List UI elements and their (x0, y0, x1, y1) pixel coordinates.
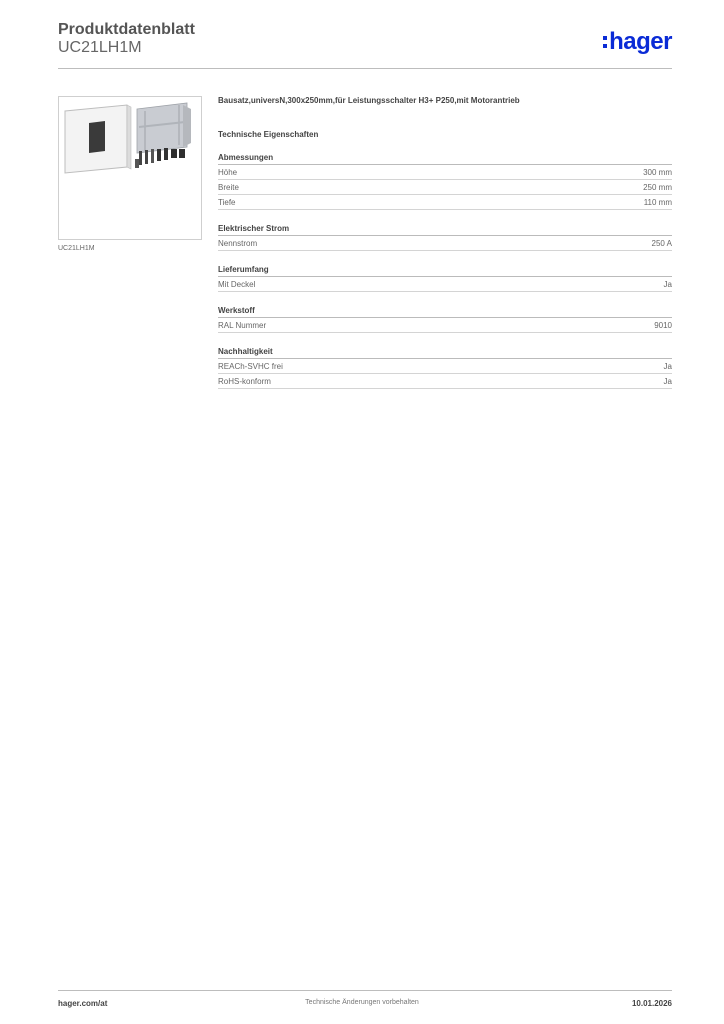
property-row (218, 180, 672, 195)
section-title: Nachhaltigkeit (218, 347, 672, 359)
property-value: Ja (663, 376, 672, 386)
section-electrical (218, 224, 672, 251)
property-row (218, 318, 672, 333)
footer-date: 10.01.2026 (631, 999, 672, 1008)
property-row (218, 236, 672, 251)
logo-text: hager (609, 28, 672, 55)
property-value: 250 A (651, 238, 672, 248)
footer-notice: Technische Änderungen vorbehalten (305, 999, 419, 1006)
section-material (218, 306, 672, 333)
footer-website: hager.com/at (58, 999, 108, 1008)
property-label: Nennstrom (218, 238, 258, 248)
property-value: 250 mm (643, 182, 672, 192)
property-row (218, 374, 672, 389)
section-title: Elektrischer Strom (218, 224, 672, 236)
product-code: UC21LH1M (58, 39, 142, 56)
page-title: Produktdatenblatt (58, 21, 195, 38)
property-label: Mit Deckel (218, 279, 256, 289)
property-label: Höhe (218, 167, 238, 177)
property-value: Ja (663, 279, 672, 289)
product-details (218, 96, 672, 389)
section-dimensions (218, 153, 672, 210)
section-title: Lieferumfang (218, 265, 672, 277)
product-illustration-icon (59, 97, 201, 239)
property-value: Ja (663, 361, 672, 371)
property-row (218, 359, 672, 374)
footer-divider (58, 990, 672, 991)
hager-logo (603, 28, 672, 56)
property-row (218, 277, 672, 292)
property-row (218, 165, 672, 180)
product-description: Bausatz,universN,300x250mm,für Leistungsschalter H3+ P250,mit Motorantrieb (218, 96, 520, 105)
properties-title: Technische Eigenschaften (218, 130, 319, 139)
image-caption: UC21LH1M (58, 245, 95, 252)
section-scope-of-delivery (218, 265, 672, 292)
header-divider (58, 68, 672, 69)
section-sustainability (218, 347, 672, 389)
property-label: REACh-SVHC frei (218, 361, 283, 371)
property-label: RAL Nummer (218, 320, 267, 330)
section-title: Abmessungen (218, 153, 672, 165)
property-label: Breite (218, 182, 239, 192)
property-label: RoHS-konform (218, 376, 271, 386)
property-value: 300 mm (643, 167, 672, 177)
section-title: Werkstoff (218, 306, 672, 318)
property-value: 9010 (654, 320, 672, 330)
logo-colon-icon (603, 36, 607, 48)
product-image (58, 96, 202, 240)
property-row (218, 195, 672, 210)
property-value: 110 mm (643, 197, 672, 207)
property-label: Tiefe (218, 197, 236, 207)
